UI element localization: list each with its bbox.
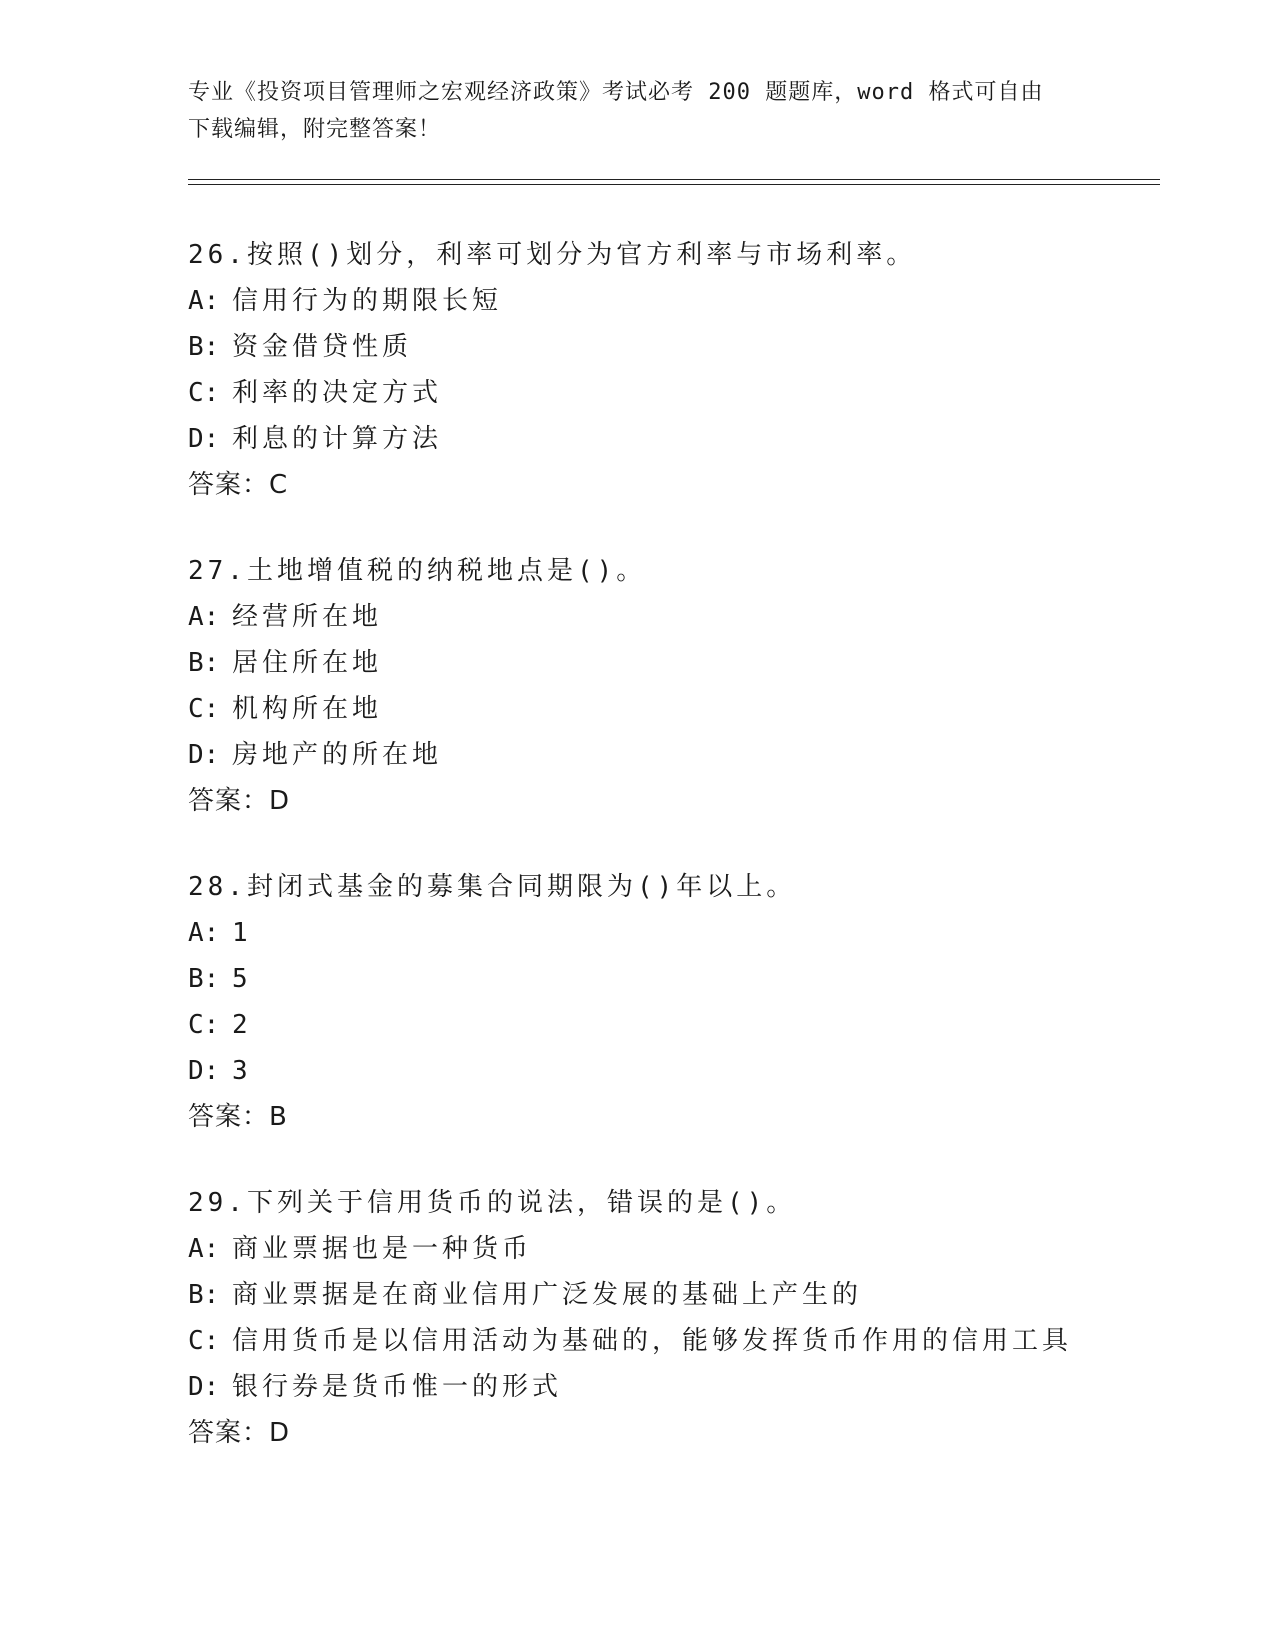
option-label: B: bbox=[188, 648, 220, 678]
option-a bbox=[188, 910, 1128, 956]
option-c bbox=[188, 686, 1128, 732]
answer-line: 答案：D bbox=[188, 786, 291, 816]
option-text: 资金借贷性质 bbox=[232, 332, 413, 362]
option-label: A: bbox=[188, 286, 220, 316]
option-text: 信用货币是以信用活动为基础的，能够发挥货币作用的信用工具 bbox=[232, 1326, 1073, 1356]
option-label: C: bbox=[188, 1010, 220, 1040]
header-line-2: 下载编辑，附完整答案！ bbox=[188, 117, 442, 142]
option-d bbox=[188, 732, 1128, 778]
option-d bbox=[188, 416, 1128, 462]
option-c bbox=[188, 1002, 1128, 1048]
option-b bbox=[188, 324, 1128, 370]
header-divider-top bbox=[188, 179, 1160, 180]
answer-line: 答案：D bbox=[188, 1418, 291, 1448]
question-stem: 29.下列关于信用货币的说法，错误的是()。 bbox=[188, 1188, 797, 1218]
answer-line: 答案：B bbox=[188, 1102, 288, 1132]
option-c bbox=[188, 1318, 1128, 1364]
option-label: A: bbox=[188, 602, 220, 632]
question-list bbox=[188, 232, 1128, 1496]
option-label: B: bbox=[188, 332, 220, 362]
option-text: 2 bbox=[232, 1010, 252, 1040]
question-26 bbox=[188, 232, 1128, 508]
question-27 bbox=[188, 548, 1128, 824]
option-label: D: bbox=[188, 1372, 220, 1402]
option-text: 1 bbox=[232, 918, 252, 948]
option-text: 房地产的所在地 bbox=[232, 740, 443, 770]
option-a bbox=[188, 278, 1128, 324]
option-b bbox=[188, 640, 1128, 686]
option-text: 利率的决定方式 bbox=[232, 378, 443, 408]
question-stem: 26.按照()划分，利率可划分为官方利率与市场利率。 bbox=[188, 240, 917, 270]
option-text: 机构所在地 bbox=[232, 694, 383, 724]
option-label: A: bbox=[188, 1234, 220, 1264]
option-label: C: bbox=[188, 378, 220, 408]
option-text: 3 bbox=[232, 1056, 252, 1086]
question-stem: 28.封闭式基金的募集合同期限为()年以上。 bbox=[188, 872, 797, 902]
option-text: 商业票据也是一种货币 bbox=[232, 1234, 533, 1264]
header-line-1: 专业《投资项目管理师之宏观经济政策》考试必考 200 题题库，word 格式可自由 bbox=[188, 80, 1044, 105]
option-d bbox=[188, 1048, 1128, 1094]
header-divider-bottom bbox=[188, 184, 1160, 185]
option-text: 信用行为的期限长短 bbox=[232, 286, 503, 316]
option-label: C: bbox=[188, 694, 220, 724]
option-b bbox=[188, 1272, 1128, 1318]
option-text: 经营所在地 bbox=[232, 602, 383, 632]
option-label: B: bbox=[188, 1280, 220, 1310]
option-a bbox=[188, 1226, 1128, 1272]
option-text: 居住所在地 bbox=[232, 648, 383, 678]
option-text: 5 bbox=[232, 964, 252, 994]
option-label: B: bbox=[188, 964, 220, 994]
answer-line: 答案：C bbox=[188, 470, 289, 500]
option-text: 利息的计算方法 bbox=[232, 424, 443, 454]
question-28 bbox=[188, 864, 1128, 1140]
question-29 bbox=[188, 1180, 1128, 1456]
option-text: 银行券是货币惟一的形式 bbox=[232, 1372, 563, 1402]
option-label: A: bbox=[188, 918, 220, 948]
option-label: D: bbox=[188, 1056, 220, 1086]
option-a bbox=[188, 594, 1128, 640]
option-b bbox=[188, 956, 1128, 1002]
option-d bbox=[188, 1364, 1128, 1410]
document-header bbox=[188, 74, 1068, 148]
option-c bbox=[188, 370, 1128, 416]
question-stem: 27.土地增值税的纳税地点是()。 bbox=[188, 556, 647, 586]
option-label: D: bbox=[188, 424, 220, 454]
option-label: D: bbox=[188, 740, 220, 770]
option-text: 商业票据是在商业信用广泛发展的基础上产生的 bbox=[232, 1280, 863, 1310]
option-label: C: bbox=[188, 1326, 220, 1356]
